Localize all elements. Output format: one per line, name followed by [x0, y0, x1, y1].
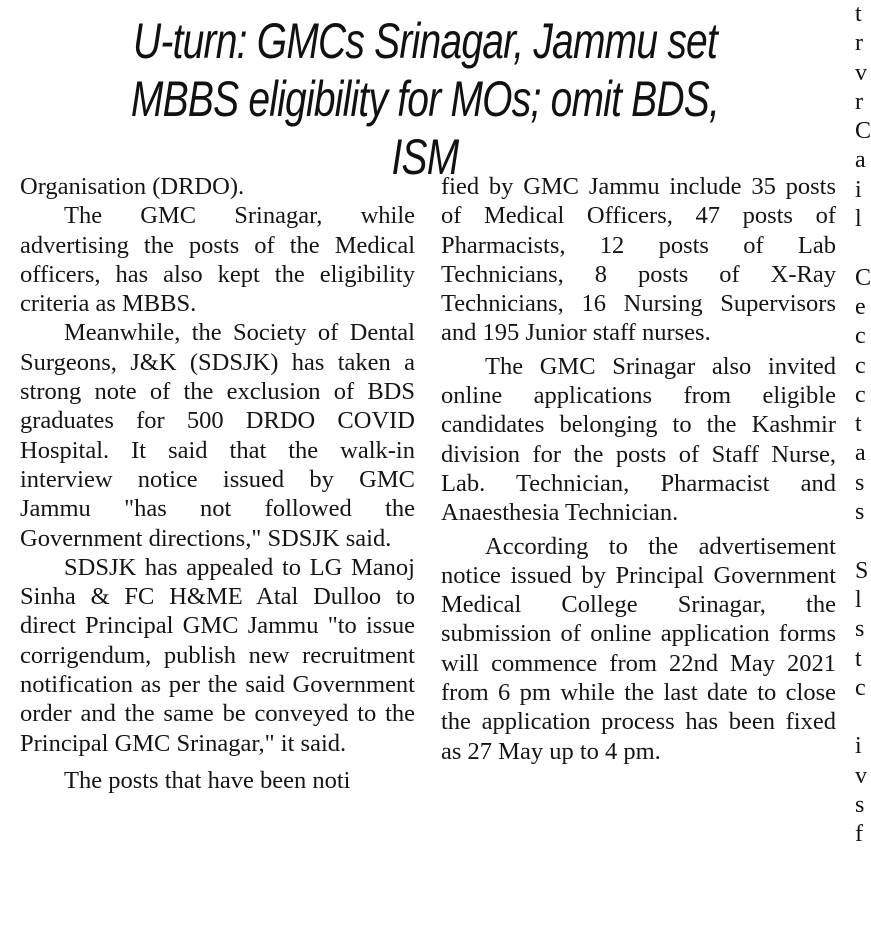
edge-letter: t — [855, 411, 862, 438]
edge-letter — [855, 234, 869, 263]
edge-letter: c — [855, 323, 866, 350]
edge-letter: C — [855, 118, 871, 145]
article-column-2 — [441, 172, 836, 766]
edge-letter: S — [855, 557, 869, 584]
paragraph: The posts that have been noti — [64, 766, 351, 794]
edge-letter: e — [855, 293, 866, 320]
edge-letter: t — [855, 1, 862, 27]
edge-letter: t — [855, 645, 862, 672]
paragraph: SDSJK has appealed to LG Manoj Sinha & FC H&ME Atal Dulloo to direct Principal GMC Jammu "to issue corrigendum, publish new recruitment notification as per the said Government order and the same be conveyed to the Principal GMC Srinagar," it said. — [20, 553, 415, 757]
adjacent-column-edge — [855, 0, 869, 943]
paragraph: fied by GMC Jammu include 35 posts of Medical Officers, 47 posts of Pharmacists, 12 posts of Lab Technicians, 8 posts of X-Ray Technicians, 16 Nursing Supervisors and 195 Junior staff nurses. — [441, 173, 836, 347]
edge-letter — [855, 527, 869, 556]
edge-letter: v — [855, 762, 867, 789]
edge-letter — [855, 703, 869, 732]
paragraph: The GMC Srinagar, while advertising the posts of the Medical officers, has also kept the eligibility criteria as MBBS. — [20, 202, 415, 318]
edge-letter: C — [855, 264, 871, 291]
edge-letter: l — [855, 206, 862, 233]
paragraph: Meanwhile, the Society of Dental Surgeons, J&K (SDSJK) has taken a strong note of the exclusion of BDS graduates for 500 DRDO COVID Hospital. It said that the walk-in interview notice issued by GMC Jammu "has not followed the Government directions," SDSJK said. — [20, 319, 415, 552]
edge-letter: c — [855, 381, 866, 408]
edge-letter: a — [855, 147, 866, 174]
edge-letter: c — [855, 352, 866, 379]
edge-letter: s — [855, 469, 865, 496]
edge-letter: v — [855, 59, 867, 86]
edge-letter: r — [855, 88, 863, 115]
edge-letter: l — [855, 586, 862, 613]
paragraph: Organisation (DRDO). — [20, 173, 245, 200]
edge-letter: r — [855, 30, 863, 57]
edge-letter: s — [855, 499, 865, 526]
edge-letter: i — [855, 733, 862, 760]
edge-letter: i — [855, 176, 862, 203]
edge-letter: c — [855, 674, 866, 701]
edge-letter: a — [855, 440, 866, 467]
edge-letter: f — [855, 821, 863, 848]
headline: U-turn: GMCs Srinagar, Jammu set MBBS eligibility for MOs; omit BDS, ISM — [130, 13, 720, 185]
paragraph: According to the advertisement notice issued by Principal Government Medical College Srinagar, the submission of online application forms will commence from 22nd May 2021 from 6 pm while the last date to close the application process has been fixed as 27 May up to 4 pm. — [441, 532, 836, 765]
paragraph: The GMC Srinagar also invited online applications from eligible candidates belonging to the Kashmir division for the posts of Staff Nurse, Lab. Technician, Pharmacist and Anaesthesia Technician. — [441, 352, 836, 527]
article-column-1 — [20, 172, 415, 795]
edge-letter: s — [855, 616, 865, 643]
edge-letter: s — [855, 792, 865, 819]
